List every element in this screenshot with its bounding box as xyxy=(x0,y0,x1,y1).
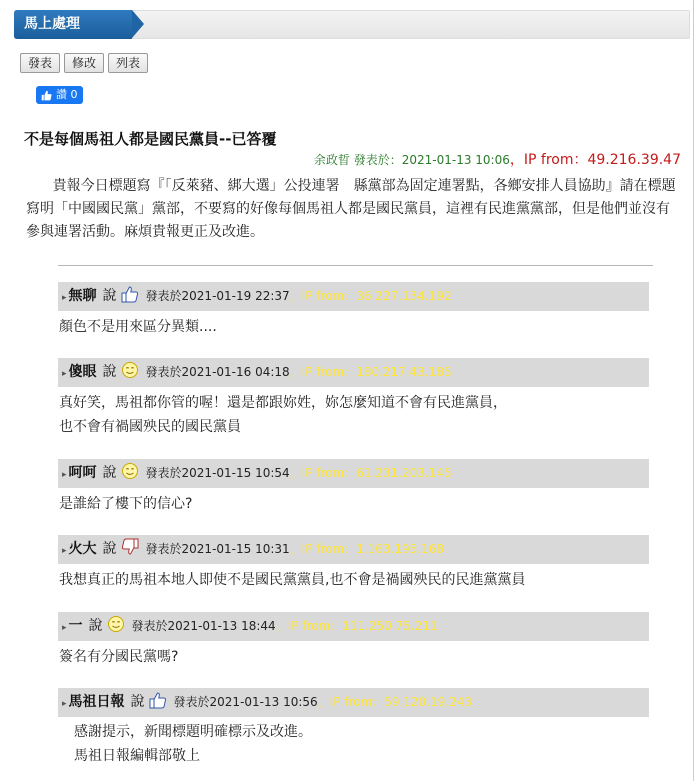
divider xyxy=(58,265,653,266)
bullet-arrow-icon: ▸ xyxy=(62,623,67,633)
comment-author: 無聊 xyxy=(68,288,97,304)
comment-date: 發表於2021-01-13 18:44 xyxy=(131,619,276,633)
comment-author: 一 xyxy=(68,618,83,634)
article-author: 余政晢 xyxy=(313,153,350,167)
bullet-arrow-icon: ▸ xyxy=(62,470,67,480)
comment-body xyxy=(59,315,217,339)
comment-ip: ，IP from：59.120.19.243 xyxy=(317,695,472,709)
smiley-icon xyxy=(121,462,139,480)
thumbs-up-icon xyxy=(149,691,167,709)
thumbs-up-icon xyxy=(121,285,139,303)
comment-says-label: 說 xyxy=(88,618,103,634)
comment-line: 真好笑，馬祖都你管的喔！還是都跟妳姓，妳怎麼知道不會有民進黨員， xyxy=(59,395,507,411)
article-meta xyxy=(314,149,681,169)
comment-header xyxy=(58,612,649,641)
comment-says-label: 說 xyxy=(102,541,117,557)
comment-body xyxy=(59,492,192,516)
comment-date: 發表於2021-01-13 10:56 xyxy=(173,695,318,709)
comment-date: 發表於2021-01-15 10:54 xyxy=(145,466,290,480)
comment-date: 發表於2021-01-19 22:37 xyxy=(145,289,290,303)
bullet-arrow-icon: ▸ xyxy=(62,293,67,303)
article-body: 貴報今日標題寫『「反萊豬、綁大選」公投連署 縣黨部為固定連署點，各鄉安排人員協助』請在標題寫明「中國國民黨」黨部，不要寫的好像每個馬祖人都是國民黨員，這裡有民進黨黨部，但是他們並沒有參與連署活動。麻煩貴報更正及改進。 xyxy=(26,178,676,240)
comment-line: 我想真正的馬祖本地人即使不是國民黨黨員,也不會是禍國殃民的民進黨黨員 xyxy=(59,572,526,588)
comment-line: 感謝提示，新聞標題明確標示及改進。 xyxy=(74,724,312,740)
comment-says-label: 說 xyxy=(102,465,117,481)
thumbs-down-icon xyxy=(121,538,139,556)
toolbar xyxy=(20,53,148,73)
facebook-like-button[interactable] xyxy=(36,86,83,104)
comment-author: 傻眼 xyxy=(68,364,97,380)
bullet-arrow-icon: ▸ xyxy=(62,369,67,379)
thumbs-up-icon xyxy=(41,90,52,101)
comment-ip: ，IP from：61.231.203.145 xyxy=(289,466,452,480)
article-title: 不是每個馬祖人都是國民黨員--已答覆 xyxy=(24,130,277,148)
comment-body xyxy=(59,645,178,669)
smiley-icon xyxy=(121,361,139,379)
comment-line: 顏色不是用來區分異類.... xyxy=(59,319,217,335)
like-label: 讚 0 xyxy=(56,88,78,101)
comment-line: 也不會有禍國殃民的國民黨員 xyxy=(59,419,241,435)
bullet-arrow-icon: ▸ xyxy=(62,546,67,556)
post-button[interactable]: 發表 xyxy=(20,53,60,73)
comment-author: 馬祖日報 xyxy=(68,694,125,710)
comment-body xyxy=(59,391,507,439)
bullet-arrow-icon: ▸ xyxy=(62,699,67,709)
comment-header xyxy=(58,459,649,488)
comment-header xyxy=(58,282,649,311)
comment-says-label: 說 xyxy=(130,694,145,710)
comment-ip: ，IP from：36.227.134.192 xyxy=(289,289,452,303)
comment-says-label: 說 xyxy=(102,288,117,304)
comment-says-label: 說 xyxy=(102,364,117,380)
comment-author: 火大 xyxy=(68,541,97,557)
comment-date: 發表於2021-01-15 10:31 xyxy=(145,542,290,556)
comment-line: 簽名有分國民黨嗎? xyxy=(59,649,179,665)
edit-button[interactable]: 修改 xyxy=(64,53,104,73)
comment-header xyxy=(58,535,649,564)
comment-author: 呵呵 xyxy=(68,465,97,481)
comment-header xyxy=(58,358,649,387)
comment-line: 馬祖日報編輯部敬上 xyxy=(74,748,200,764)
comment-ip: ，IP from：111.250.75.211 xyxy=(275,619,438,633)
comment-ip: ，IP from：180.217.43.185 xyxy=(289,365,452,379)
article-date: 2021-01-13 10:06 xyxy=(401,153,510,167)
list-button[interactable]: 列表 xyxy=(108,53,148,73)
smiley-icon xyxy=(107,615,125,633)
comment-header xyxy=(58,688,649,717)
comment-body xyxy=(74,720,312,768)
article-posted-label: 發表於： xyxy=(353,153,402,167)
comment-line: 是誰給了樓下的信心? xyxy=(59,496,193,512)
section-title-arrow xyxy=(132,10,144,38)
section-title: 馬上處理 xyxy=(14,10,132,39)
comment-ip: ，IP from：1.163.195.168 xyxy=(289,542,444,556)
article-ip: ，IP from：49.216.39.47 xyxy=(509,152,681,168)
comment-body xyxy=(59,568,525,592)
comment-date: 發表於2021-01-16 04:18 xyxy=(145,365,290,379)
